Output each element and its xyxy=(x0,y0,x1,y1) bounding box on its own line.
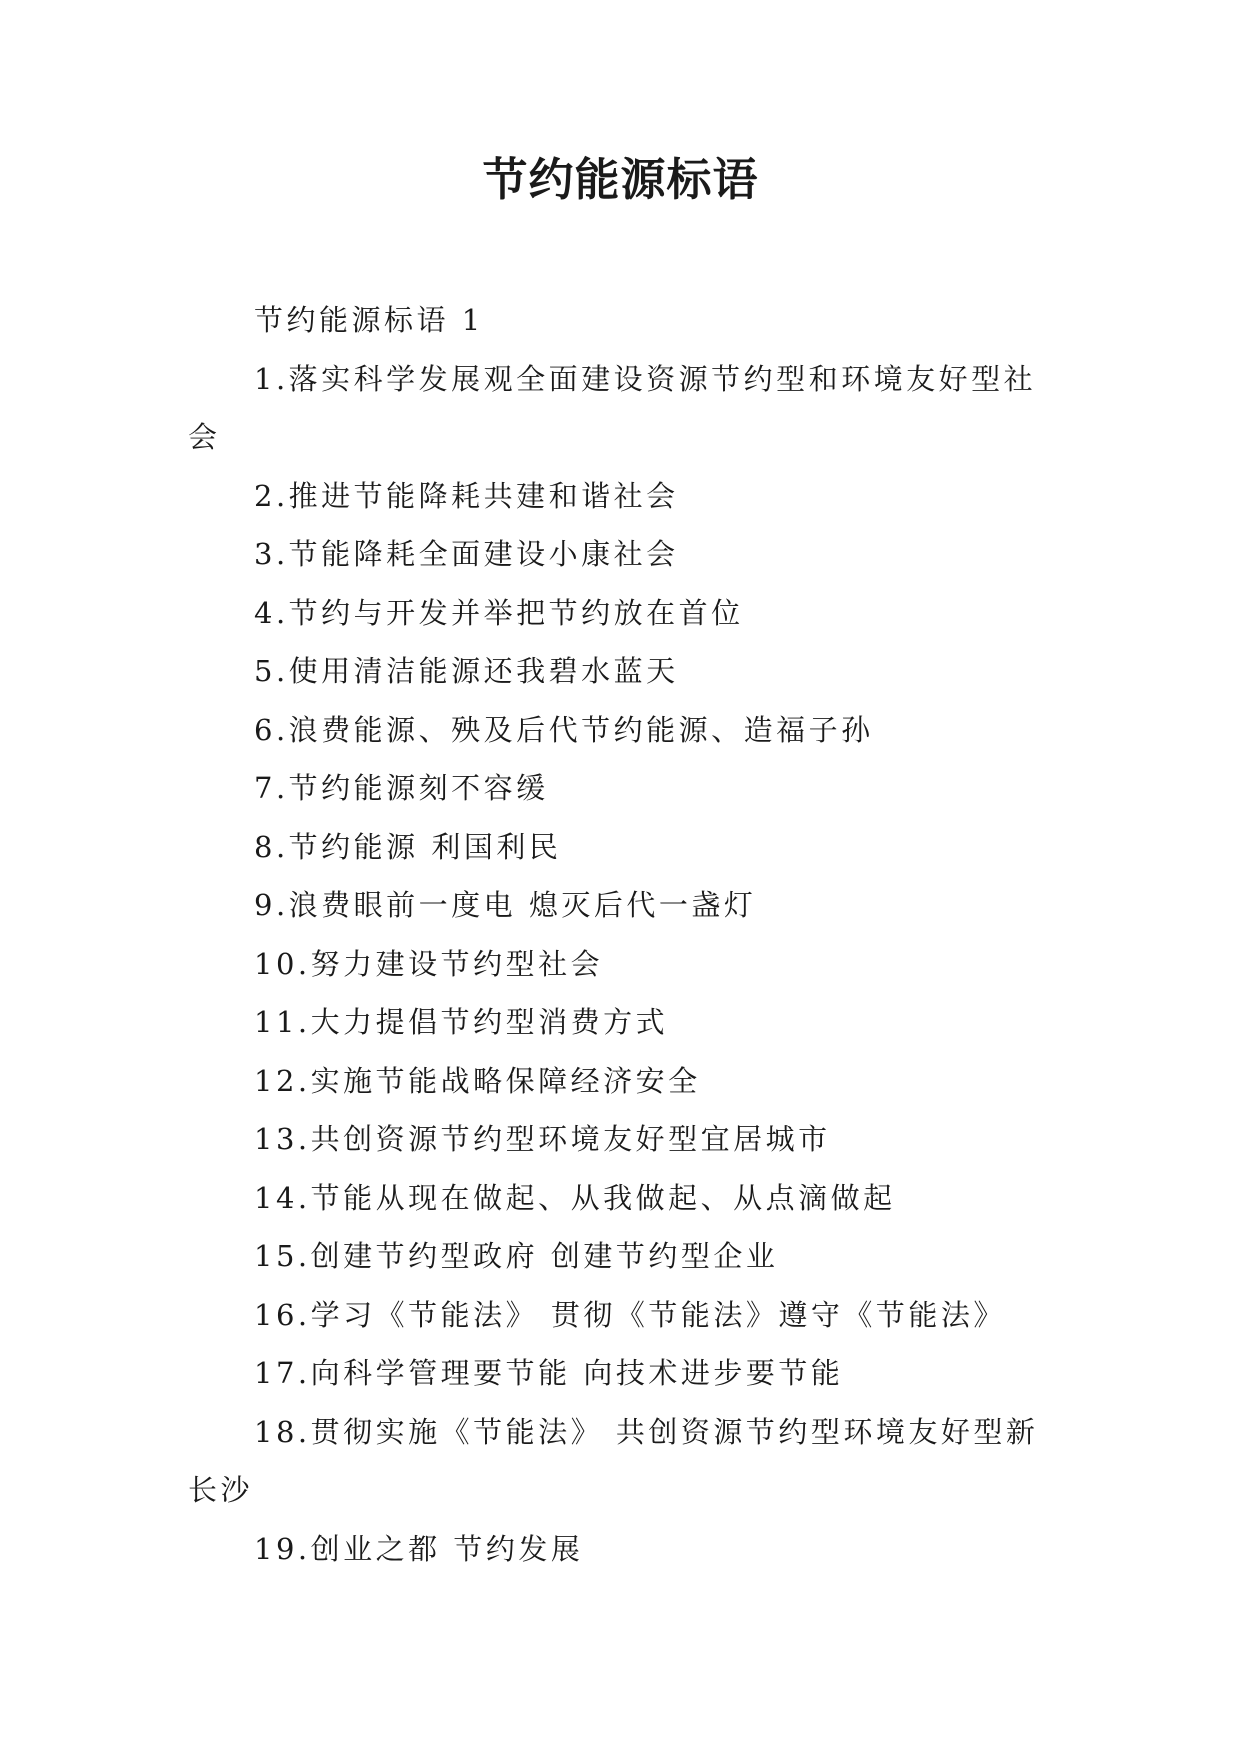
slogan-item: 9.浪费眼前一度电 熄灭后代一盏灯 xyxy=(254,888,757,922)
slogan-item: 19.创业之都 节约发展 xyxy=(254,1531,584,1566)
slogan-item: 7.节约能源刻不容缓 xyxy=(254,771,549,805)
slogan-item: 18.贯彻实施《节能法》 共创资源节约型环境友好型新长沙 xyxy=(188,1414,1039,1507)
section-heading: 节约能源标语 1 xyxy=(254,303,484,337)
slogan-item: 1.落实科学发展观全面建设资源节约型和环境友好型社会 xyxy=(188,361,1037,454)
slogan-item: 2.推进节能降耗共建和谐社会 xyxy=(254,478,679,513)
slogan-item: 13.共创资源节约型环境友好型宜居城市 xyxy=(254,1122,831,1156)
slogan-item: 3.节能降耗全面建设小康社会 xyxy=(254,537,679,571)
slogan-item: 14.节能从现在做起、从我做起、从点滴做起 xyxy=(254,1180,896,1215)
slogan-item: 4.节约与开发并举把节约放在首位 xyxy=(254,595,744,630)
slogan-item: 5.使用清洁能源还我碧水蓝天 xyxy=(254,654,679,688)
slogan-item: 8.节约能源 利国利民 xyxy=(254,829,562,864)
document-body xyxy=(188,291,1050,1578)
slogan-item: 10.努力建设节约型社会 xyxy=(254,946,604,981)
slogan-item: 12.实施节能战略保障经济安全 xyxy=(254,1063,701,1098)
slogan-item: 15.创建节约型政府 创建节约型企业 xyxy=(254,1239,779,1273)
slogan-item: 11.大力提倡节约型消费方式 xyxy=(254,1005,669,1039)
slogan-item: 17.向科学管理要节能 向技术进步要节能 xyxy=(254,1356,844,1390)
slogan-item: 16.学习《节能法》 贯彻《节能法》遵守《节能法》 xyxy=(254,1297,1006,1332)
slogan-item: 6.浪费能源、殃及后代节约能源、造福子孙 xyxy=(254,712,874,747)
document-title: 节约能源标语 xyxy=(482,153,759,206)
